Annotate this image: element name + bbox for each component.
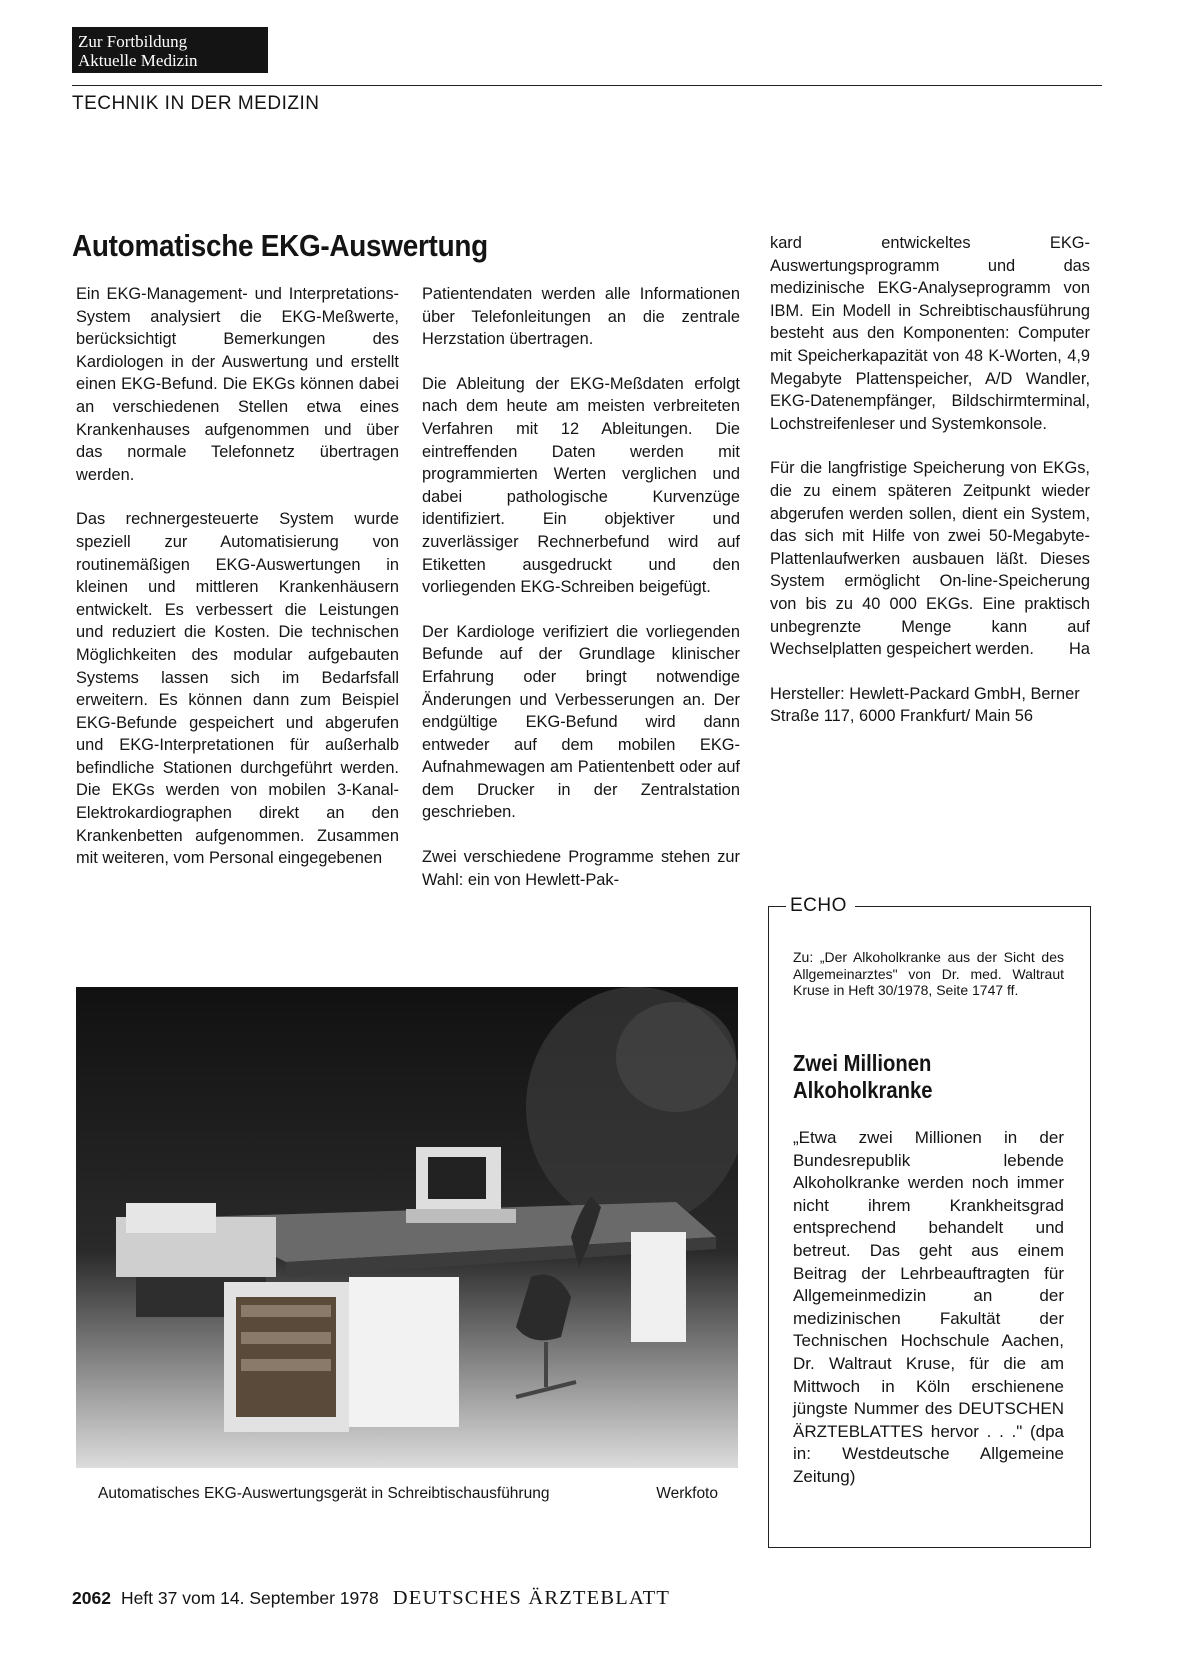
photo-caption — [98, 1485, 718, 1503]
paragraph: Patientendaten werden alle Informationen über Telefonleitungen an die zentrale Herzstation übertragen. — [422, 285, 740, 349]
author-initials: Ha — [1069, 640, 1090, 659]
magazine-name: DEUTSCHES ÄRZTEBLATT — [392, 1587, 671, 1609]
echo-label: ECHO — [786, 895, 855, 917]
paragraph: Zwei verschiedene Programme stehen zur Wahl: ein von Hewlett-Pak- — [422, 848, 740, 889]
paragraph: Die Ableitung der EKG-Meßdaten erfolgt nach dem heute am meisten verbreiteten Verfahren mit 12 Ableitungen. Die eintreffenden Daten werden mit programmierten Werten verglichen und dabei pathologische Kurvenzüge identifiziert. Ein objektiver und zuverlässiger Rechnerbefund wird auf Etiketten ausgedruckt und den vorliegenden EKG-Schreiben beigefügt. — [422, 374, 740, 597]
article-column-2 — [422, 283, 740, 913]
page-number: 2062 — [72, 1588, 111, 1608]
echo-title — [793, 1050, 932, 1104]
badge-line-2: Aktuelle Medizin — [78, 51, 198, 70]
article-title: Automatische EKG-Auswertung — [72, 228, 488, 263]
manufacturer-note: Hersteller: Hewlett-Packard GmbH, Berner Straße 117, 6000 Frankfurt/ Main 56 — [770, 684, 1080, 726]
caption-text: Automatisches EKG-Auswertungsgerät in Schreibtischausführung — [98, 1485, 550, 1502]
paragraph: kard entwickeltes EKG-Auswertungsprogramm und das medizinische EKG-Analyseprogramm von IBM. Ein Modell in Schreibtischausführung besteht aus den Komponenten: Computer mit Speicherkapazität von 48 K-Worten, 4,9 Megabyte Plattenspeicher, A/D Wandler, EKG-Datenempfänger, Bildschirmterminal, Lochstreifenleser und Systemkonsole. — [770, 234, 1090, 433]
echo-body: „Etwa zwei Millionen in der Bundesrepublik lebende Alkoholkranke werden noch immer nicht ihrem Krankheitsgrad entsprechend behandelt und betreut. Das geht aus einem Beitrag der Lehrbeauftragten für Allgemeinmedizin an der medizinischen Fakultät der Technischen Hochschule Aachen, Dr. Waltraut Kruse, für die am Mittwoch in Köln erschienene jüngste Nummer des DEUTSCHEN ÄRZTEBLATTES hervor . . ." (dpa in: Westdeutsche Allgemeine Zeitung) — [793, 1128, 1064, 1486]
article-column-1 — [76, 283, 399, 892]
paragraph: Der Kardiologe verifiziert die vorliegenden Befunde auf der Grundlage klinischer Erfahrung oder bringt notwendige Änderungen und Verbesserungen an. Der endgültige EKG-Befund wird dann entweder auf dem mobilen EKG-Aufnahmewagen am Patientenbett oder auf dem Drucker in der Zentralstation geschrieben. — [422, 622, 740, 822]
paragraph: Das rechnergesteuerte System wurde speziell zur Automatisierung von routinemäßigen EKG-Auswertungen in kleinen und mittleren Krankenhäusern entwickelt. Es verbessert die Leistungen und reduziert die Kosten. Die technischen Möglichkeiten des modular aufgebauten Systems lassen sich im Bedarfsfall erweitern. Es können dann zum Beispiel EKG-Befunde gespeichert und abgerufen und EKG-Interpretationen für außerhalb befindliche Stationen durchgeführt werden. Die EKGs werden von mobilen 3-Kanal-Elektrokardiographen direkt an den Krankenbetten aufgenommen. Zusammen mit weiteren, vom Personal eingegebenen — [76, 510, 399, 868]
paragraph: Ein EKG-Management- und Interpretations-System analysiert die EKG-Meßwerte, berücksichtigt Bemerkungen des Kardiologen in der Auswertung und erstellt einen EKG-Befund. Die EKGs können dabei an verschiedenen Stellen etwa eines Krankenhauses aufgenommen und über das normale Telefonnetz übertragen werden. — [76, 285, 399, 484]
section-badge — [72, 27, 268, 73]
photo-credit: Werkfoto — [656, 1485, 718, 1502]
echo-reference: Zu: „Der Alkoholkranke aus der Sicht des Allgemeinarztes" von Dr. med. Waltraut Kruse in Heft 30/1978, Seite 1747 ff. — [793, 949, 1064, 998]
ekg-workstation-image — [76, 987, 738, 1468]
echo-title-line-2: Alkoholkranke — [793, 1077, 933, 1103]
paragraph: Für die langfristige Speicherung von EKGs, die zu einem späteren Zeitpunkt wieder abgerufen werden sollen, dient ein System, das sich mit Hilfe von zwei 50-Megabyte-Plattenlaufwerken ausbauen läßt. Dieses System ermöglicht On-line-Speicherung von bis zu 40 000 EKGs. Eine praktisch unbegrenzte Menge kann auf Wechselplatten gespeichert werden. — [770, 459, 1090, 659]
section-title: TECHNIK IN DER MEDIZIN — [72, 93, 320, 114]
product-photo — [76, 987, 738, 1468]
badge-line-1: Zur Fortbildung — [78, 32, 188, 51]
page-footer — [72, 1587, 670, 1610]
echo-title-line-1: Zwei Millionen — [793, 1050, 932, 1076]
issue-info: Heft 37 vom 14. September 1978 — [120, 1588, 379, 1608]
header-rule — [72, 85, 1102, 86]
article-column-3 — [770, 232, 1090, 750]
